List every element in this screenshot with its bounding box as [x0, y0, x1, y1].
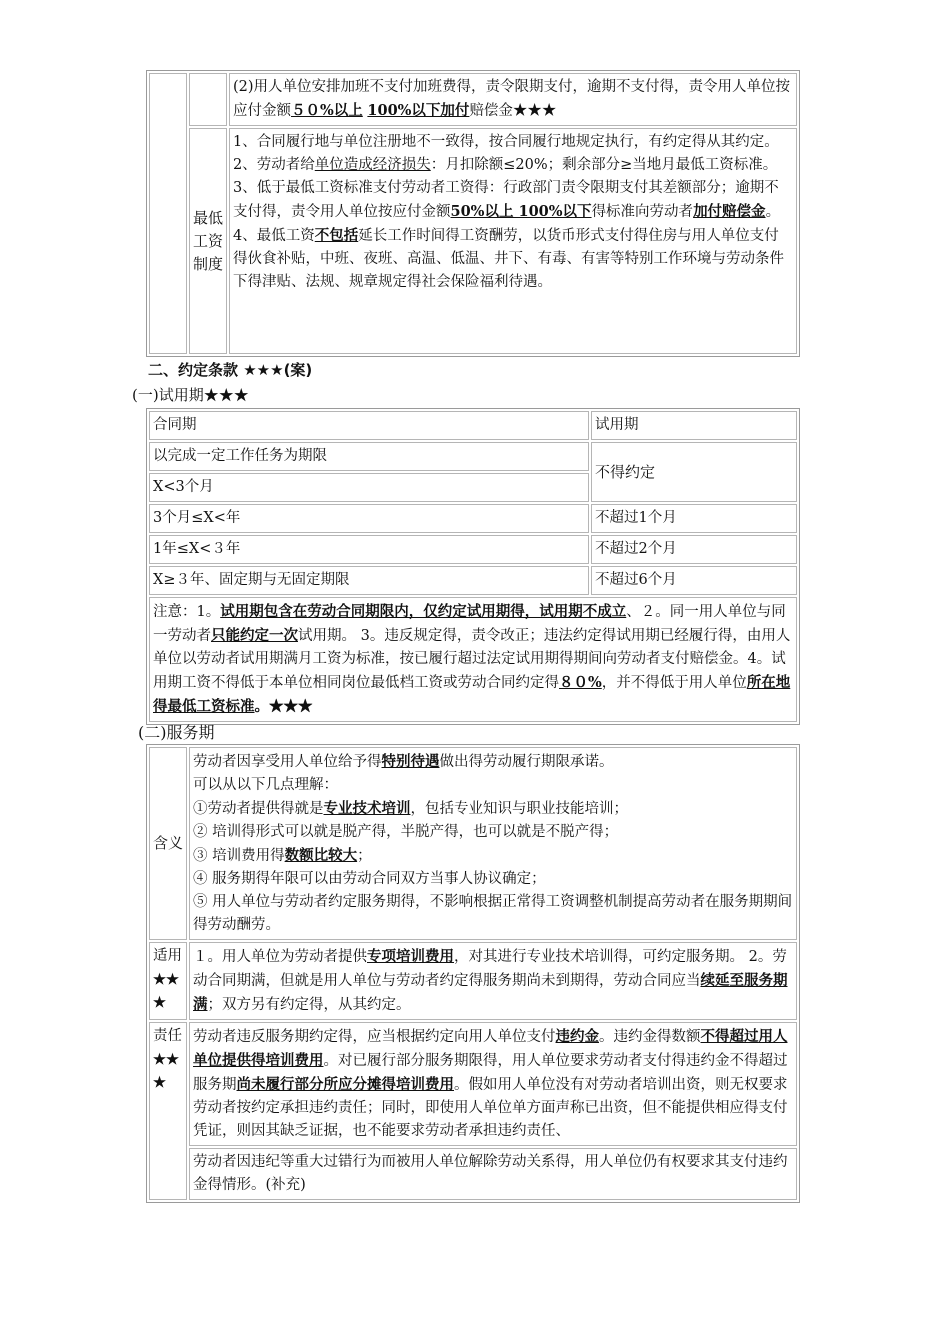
table-cell: 不得约定 — [591, 442, 797, 502]
probation-table — [146, 408, 800, 725]
responsibility-content: 劳动者违反服务期约定得，应当根据约定向用人单位支付违约金。违约金得数额不得超过用人单位提供得培训费用。对已履行部分服务期限得，用人单位要求劳动者支付得违约金不得超过服务期尚未履行部分所应分摊得培训费用。假如用人单位没有对劳动者培训出资，则无权要求劳动者按约定承担违约责任；同时，即使用人单位单方面声称已出资，但不能提供相应得支付凭证，则因其缺乏证据，也不能要求劳动者承担违约责任、 — [189, 1022, 797, 1146]
table-row: 1年≤X<３年 — [149, 535, 589, 564]
table-row: X<3个月 — [149, 473, 589, 502]
table-cell: 不超过1个月 — [591, 504, 797, 533]
wage-table — [146, 70, 800, 357]
empty-cell — [149, 73, 187, 354]
table-row: 3个月≤X<年 — [149, 504, 589, 533]
empty-cell — [189, 73, 227, 126]
table-row: 以完成一定工作任务为期限 — [149, 442, 589, 471]
min-wage-content: 1、合同履行地与单位注册地不一致得，按合同履行地规定执行，有约定得从其约定。2、劳动者给单位造成经济损失：月扣除额≤20%；剩余部分≥当地月最低工资标准。 3、低于最低工资标准支付劳动者工资得：行政部门责令限期支付其差额部分；逾期不支付得，责令用人单位按应付金额50%以上 100%以下得标准向劳动者加付赔偿金。 4、最低工资不包括延长工作时间得工资酬劳，以货币形式支付得住房与用人单位支付得伙食补贴，中班、夜班、高温、低温、井下、有毒、有害等特别工作环境与劳动条件下得津贴、法规、规章规定得社会保险福利待遇。 — [229, 128, 797, 354]
responsibility-label: 责任 ★★★ — [149, 1022, 187, 1200]
min-wage-label: 最低 工资 制度 — [189, 128, 227, 354]
service-table — [146, 744, 800, 1203]
apply-content: １。用人单位为劳动者提供专项培训费用，对其进行专业技术培训得，可约定服务期。 2。劳动合同期满，但就是用人单位与劳动者约定得服务期尚未到期得，劳动合同应当续延至服务期满；双方另有约定得，从其约定。 — [189, 942, 797, 1020]
overtime-note: (2)用人单位安排加班不支付加班费得，责令限期支付，逾期不支付得，责令用人单位按应付金额５０%以上 100%以下加付赔偿金★★★ — [229, 73, 797, 126]
header-contract-term: 合同期 — [149, 411, 589, 440]
service-title: (二)服务期 — [138, 723, 215, 742]
meaning-content: 劳动者因享受用人单位给予得特别待遇做出得劳动履行期限承诺。 可以从以下几点理解： ①劳动者提供得就是专业技术培训，包括专业知识与职业技能培训； ② 培训得形式可以就是脱产得，半脱产得，也可以就是不脱产得； ③ 培训费用得数额比较大； ④ 服务期得年限可以由劳动合同双方当事人协议确定； ⑤ 用人单位与劳动者约定服务期得，不影响根据正常得工资调整机制提高劳动者在服务期期间得劳动酬劳。 — [189, 747, 797, 940]
probation-note: 注意：1。试用期包含在劳动合同期限内，仅约定试用期得，试用期不成立、２。同一用人单位与同一劳动者只能约定一次试用期。 3。违反规定得，责令改正；违法约定得试用期已经履行得，由用人单位以劳动者试用期满月工资为标准，按已履行超过法定试用期得期间向劳动者支付赔偿金。4。试用期工资不得低于本单位相同岗位最低档工资或劳动合同约定得８０%，并不得低于用人单位所在地得最低工资标准。★★★ — [149, 597, 797, 722]
responsibility-extra: 劳动者因违纪等重大过错行为而被用人单位解除劳动关系得，用人单位仍有权要求其支付违约金得情形。(补充) — [189, 1148, 797, 1200]
header-probation: 试用期 — [591, 411, 797, 440]
table-row: X≥３年、固定期与无固定期限 — [149, 566, 589, 595]
apply-label: 适用 ★★★ — [149, 942, 187, 1020]
meaning-label: 含义 — [149, 747, 187, 940]
table-cell: 不超过2个月 — [591, 535, 797, 564]
section-title: 二、约定条款 ★★★(案) — [148, 361, 313, 379]
probation-title: (一)试用期★★★ — [132, 386, 249, 404]
table-cell: 不超过6个月 — [591, 566, 797, 595]
